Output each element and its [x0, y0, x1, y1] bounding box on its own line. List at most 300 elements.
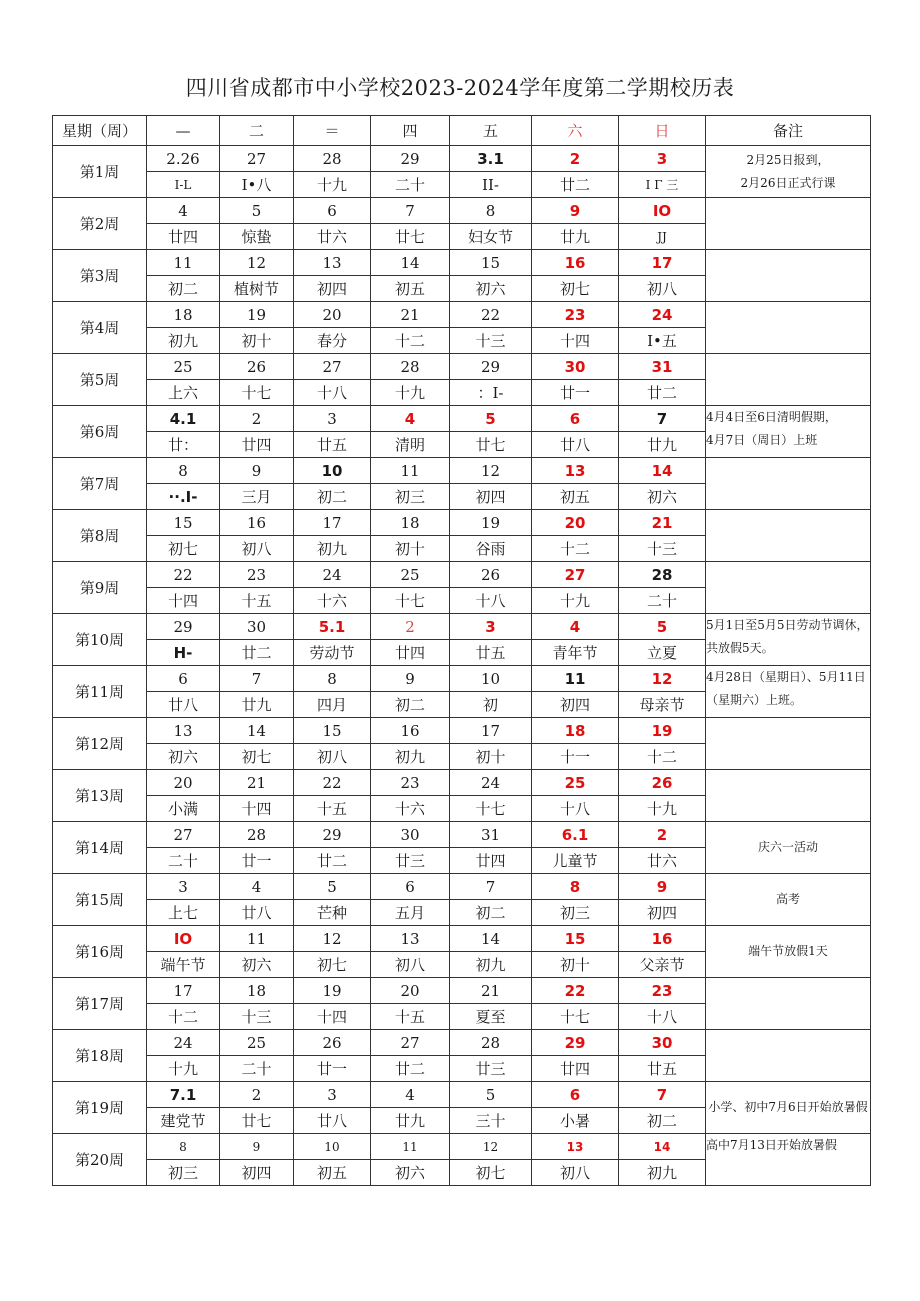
- day-lunar: 廿八: [316, 1112, 347, 1130]
- day-lunar: 初九: [167, 332, 198, 350]
- day-lunar: 廿八: [559, 436, 590, 454]
- week-note-text: [706, 1030, 870, 1081]
- day-cell: [532, 978, 619, 1030]
- day-date: 16: [371, 718, 449, 744]
- day-lunar: 儿童节: [552, 852, 598, 870]
- day-lunar: 初三: [167, 1164, 198, 1182]
- header-thu: 四: [371, 116, 450, 146]
- day-lunar: 惊蛰: [241, 228, 272, 246]
- day-date: 14: [371, 250, 449, 276]
- week-row: [53, 874, 871, 926]
- week-note-text: [706, 718, 870, 769]
- day-lunar: 廿五: [646, 1060, 677, 1078]
- day-date: 18: [147, 302, 219, 328]
- day-cell: [220, 770, 294, 822]
- day-lunar: 二十: [394, 176, 425, 194]
- day-lunar: 廿二: [316, 852, 347, 870]
- day-cell: [450, 1030, 532, 1082]
- day-lunar: 初三: [394, 488, 425, 506]
- day-date: 25: [147, 354, 219, 380]
- day-cell: [220, 1082, 294, 1134]
- day-cell: [220, 198, 294, 250]
- day-date: 9: [220, 458, 293, 484]
- day-lunar: 初二: [646, 1112, 677, 1130]
- day-cell: [294, 822, 371, 874]
- week-row: [53, 354, 871, 406]
- day-cell: [619, 250, 706, 302]
- week-note: [706, 406, 871, 458]
- day-cell: [450, 458, 532, 510]
- day-lunar: 上六: [167, 384, 198, 402]
- day-lunar: 初六: [167, 748, 198, 766]
- week-note-text: [706, 354, 870, 405]
- day-cell: [220, 354, 294, 406]
- day-lunar: 初十: [559, 956, 590, 974]
- day-lunar: 十二: [646, 748, 677, 766]
- day-cell: [619, 978, 706, 1030]
- day-cell: [220, 1134, 294, 1186]
- day-date: 15: [147, 510, 219, 536]
- day-lunar: 廿一: [559, 384, 590, 402]
- day-lunar: 廿九: [646, 436, 677, 454]
- day-date: 23: [619, 978, 705, 1004]
- day-cell: [371, 146, 450, 198]
- day-lunar: 廿五: [475, 644, 506, 662]
- week-note: [706, 510, 871, 562]
- day-date: 11: [371, 1134, 449, 1160]
- day-lunar: 初四: [475, 488, 506, 506]
- day-lunar: 初二: [394, 696, 425, 714]
- day-cell: [371, 354, 450, 406]
- week-row: [53, 822, 871, 874]
- day-cell: [450, 250, 532, 302]
- day-lunar: 春分: [316, 332, 347, 350]
- day-date: 3: [147, 874, 219, 900]
- day-lunar: 初七: [475, 1164, 506, 1182]
- week-row: [53, 926, 871, 978]
- day-date: 9: [532, 198, 618, 224]
- week-note-text: 4月28日（星期日）、5月11日（星期六）上班。: [706, 670, 866, 707]
- day-cell: [532, 822, 619, 874]
- day-cell: [371, 562, 450, 614]
- day-lunar: 廿四: [394, 644, 425, 662]
- day-date: 10: [450, 666, 531, 692]
- day-cell: [450, 614, 532, 666]
- day-lunar: 芒种: [316, 904, 347, 922]
- day-lunar: 十二: [167, 1008, 198, 1026]
- day-lunar: 廿四: [559, 1060, 590, 1078]
- day-lunar: 初七: [167, 540, 198, 558]
- day-lunar: 廿四: [475, 852, 506, 870]
- day-date: 28: [294, 146, 370, 172]
- day-date: 21: [450, 978, 531, 1004]
- week-label: 第10周: [53, 614, 147, 666]
- day-cell: [619, 666, 706, 718]
- day-date: 11: [147, 250, 219, 276]
- day-cell: [147, 770, 220, 822]
- day-lunar: 初九: [316, 540, 347, 558]
- day-date: 20: [532, 510, 618, 536]
- day-cell: [220, 978, 294, 1030]
- day-lunar: 十六: [316, 592, 347, 610]
- day-lunar: JJ: [657, 229, 667, 244]
- day-date: 13: [532, 458, 618, 484]
- day-cell: [294, 718, 371, 770]
- day-lunar: 初五: [316, 1164, 347, 1182]
- day-lunar: 初: [482, 696, 498, 714]
- day-date: 13: [294, 250, 370, 276]
- day-cell: [450, 666, 532, 718]
- day-cell: [294, 1134, 371, 1186]
- day-lunar: 廿三: [475, 1060, 506, 1078]
- day-cell: [371, 770, 450, 822]
- day-date: 2: [619, 822, 705, 848]
- day-date: 22: [294, 770, 370, 796]
- day-cell: [532, 874, 619, 926]
- day-lunar: 初四: [241, 1164, 272, 1182]
- day-cell: [532, 1030, 619, 1082]
- day-lunar: 立夏: [646, 644, 677, 662]
- day-cell: [147, 354, 220, 406]
- day-lunar: 廿四: [241, 436, 272, 454]
- day-lunar: 初八: [316, 748, 347, 766]
- day-cell: [619, 718, 706, 770]
- day-date: 16: [532, 250, 618, 276]
- day-lunar: 植树节: [233, 280, 279, 298]
- day-cell: [619, 770, 706, 822]
- day-lunar: 十五: [316, 800, 347, 818]
- header-mon: —: [147, 116, 220, 146]
- day-lunar: 十八: [646, 1008, 677, 1026]
- week-note: [706, 302, 871, 354]
- day-lunar: 端午节: [160, 956, 206, 974]
- day-lunar: 夏至: [475, 1008, 506, 1026]
- day-cell: [450, 406, 532, 458]
- day-date: 13: [532, 1134, 618, 1160]
- day-lunar: 十九: [646, 800, 677, 818]
- day-cell: [619, 354, 706, 406]
- day-lunar: 十四: [167, 592, 198, 610]
- day-lunar: 十七: [394, 592, 425, 610]
- week-note-text: [706, 562, 870, 613]
- day-cell: [371, 198, 450, 250]
- day-lunar: 十三: [646, 540, 677, 558]
- day-cell: [294, 146, 371, 198]
- day-cell: [294, 666, 371, 718]
- day-date: 22: [450, 302, 531, 328]
- day-lunar: 十九: [316, 176, 347, 194]
- header-row: [53, 116, 871, 146]
- day-cell: [450, 926, 532, 978]
- week-note: [706, 822, 871, 874]
- day-date: 29: [294, 822, 370, 848]
- day-lunar: I-L: [174, 177, 192, 192]
- day-cell: [294, 406, 371, 458]
- week-label: 第17周: [53, 978, 147, 1030]
- day-lunar: 十九: [394, 384, 425, 402]
- day-date: 11: [220, 926, 293, 952]
- week-note: [706, 354, 871, 406]
- day-date: 8: [147, 1134, 219, 1160]
- day-date: 5: [220, 198, 293, 224]
- day-lunar: 初二: [167, 280, 198, 298]
- week-label: 第5周: [53, 354, 147, 406]
- day-cell: [371, 718, 450, 770]
- day-date: 20: [371, 978, 449, 1004]
- day-date: 22: [532, 978, 618, 1004]
- week-row: [53, 718, 871, 770]
- week-row: [53, 562, 871, 614]
- day-lunar: 初三: [559, 904, 590, 922]
- day-lunar: 初六: [646, 488, 677, 506]
- day-date: 31: [450, 822, 531, 848]
- day-cell: [147, 614, 220, 666]
- day-date: 23: [371, 770, 449, 796]
- day-cell: [371, 458, 450, 510]
- day-lunar: 十四: [559, 332, 590, 350]
- week-note-text: [706, 250, 870, 301]
- day-date: 21: [619, 510, 705, 536]
- day-date: 15: [294, 718, 370, 744]
- day-date: 18: [371, 510, 449, 536]
- day-lunar: 廿六: [646, 852, 677, 870]
- day-date: 5: [294, 874, 370, 900]
- day-lunar: 谷雨: [475, 540, 506, 558]
- day-date: 2: [220, 406, 293, 432]
- week-label: 第14周: [53, 822, 147, 874]
- day-cell: [220, 146, 294, 198]
- day-date: 7: [619, 406, 705, 432]
- day-lunar: 三月: [241, 488, 272, 506]
- day-cell: [532, 250, 619, 302]
- day-date: 4: [371, 1082, 449, 1108]
- day-lunar: 十五: [394, 1008, 425, 1026]
- week-row: [53, 666, 871, 718]
- week-label: 第12周: [53, 718, 147, 770]
- day-date: 29: [532, 1030, 618, 1056]
- day-cell: [450, 198, 532, 250]
- day-cell: [147, 250, 220, 302]
- day-lunar: 二十: [241, 1060, 272, 1078]
- day-date: IO: [619, 198, 705, 224]
- day-lunar: 廿五: [316, 436, 347, 454]
- day-date: 14: [220, 718, 293, 744]
- week-note: [706, 458, 871, 510]
- week-row: [53, 510, 871, 562]
- day-cell: [371, 406, 450, 458]
- day-lunar: 五月: [394, 904, 425, 922]
- day-date: 15: [450, 250, 531, 276]
- day-cell: [619, 510, 706, 562]
- day-cell: [294, 770, 371, 822]
- day-cell: [619, 926, 706, 978]
- day-cell: [450, 822, 532, 874]
- day-lunar: 初二: [316, 488, 347, 506]
- day-date: 20: [147, 770, 219, 796]
- day-cell: [619, 1134, 706, 1186]
- week-label: 第20周: [53, 1134, 147, 1186]
- day-lunar: 廿九: [394, 1112, 425, 1130]
- day-lunar: 初五: [559, 488, 590, 506]
- week-note-text: [706, 510, 870, 561]
- day-date: 23: [532, 302, 618, 328]
- day-cell: [532, 666, 619, 718]
- day-date: 25: [371, 562, 449, 588]
- week-note-text: [706, 978, 870, 1029]
- day-lunar: ··.I-: [168, 487, 198, 506]
- day-cell: [294, 354, 371, 406]
- day-lunar: 初二: [475, 904, 506, 922]
- day-lunar: 初十: [475, 748, 506, 766]
- day-date: 7: [619, 1082, 705, 1108]
- day-cell: [371, 302, 450, 354]
- day-date: 30: [532, 354, 618, 380]
- day-date: 9: [220, 1134, 293, 1160]
- day-date: 12: [294, 926, 370, 952]
- day-cell: [619, 458, 706, 510]
- day-cell: [532, 770, 619, 822]
- day-date: 11: [532, 666, 618, 692]
- day-date: 15: [532, 926, 618, 952]
- week-row: [53, 614, 871, 666]
- day-date: 7.1: [147, 1082, 219, 1108]
- day-date: 28: [619, 562, 705, 588]
- day-cell: [619, 198, 706, 250]
- day-cell: [220, 510, 294, 562]
- week-note: [706, 146, 871, 198]
- week-note: [706, 926, 871, 978]
- day-date: 28: [450, 1030, 531, 1056]
- day-cell: [450, 510, 532, 562]
- day-date: 11: [371, 458, 449, 484]
- day-date: 27: [147, 822, 219, 848]
- day-cell: [371, 822, 450, 874]
- day-date: 6: [371, 874, 449, 900]
- day-date: 3: [450, 614, 531, 640]
- day-cell: [371, 1082, 450, 1134]
- week-note-text: [706, 458, 870, 509]
- day-cell: [450, 302, 532, 354]
- day-cell: [220, 302, 294, 354]
- day-lunar: 初十: [394, 540, 425, 558]
- day-cell: [220, 926, 294, 978]
- day-date: 2.26: [147, 146, 219, 172]
- day-cell: [450, 718, 532, 770]
- day-lunar: 廿六: [316, 228, 347, 246]
- day-lunar: 清明: [394, 436, 425, 454]
- day-date: 3: [294, 406, 370, 432]
- day-date: 16: [220, 510, 293, 536]
- day-lunar: 小暑: [559, 1112, 590, 1130]
- day-cell: [532, 302, 619, 354]
- day-lunar: 十八: [475, 592, 506, 610]
- week-note: [706, 978, 871, 1030]
- day-lunar: 初八: [646, 280, 677, 298]
- page-title: 四川省成都市中小学校2023-2024学年度第二学期校历表: [185, 76, 735, 100]
- day-lunar: 青年节: [552, 644, 598, 662]
- day-lunar: 父亲节: [639, 956, 685, 974]
- day-date: 25: [220, 1030, 293, 1056]
- day-date: 30: [371, 822, 449, 848]
- day-date: 12: [220, 250, 293, 276]
- school-calendar-table: [52, 115, 871, 1186]
- day-date: 14: [619, 458, 705, 484]
- day-cell: [619, 562, 706, 614]
- day-date: 8: [294, 666, 370, 692]
- day-cell: [371, 978, 450, 1030]
- week-note-text: 小学、初中7月6日开始放暑假: [708, 1100, 868, 1114]
- day-cell: [220, 562, 294, 614]
- day-cell: [450, 1134, 532, 1186]
- week-row: [53, 146, 871, 198]
- day-date: 24: [450, 770, 531, 796]
- day-cell: [294, 250, 371, 302]
- day-date: 18: [532, 718, 618, 744]
- day-date: 16: [619, 926, 705, 952]
- day-lunar: 廿二: [646, 384, 677, 402]
- day-cell: [450, 562, 532, 614]
- day-cell: [147, 874, 220, 926]
- day-date: 5: [619, 614, 705, 640]
- day-date: 8: [532, 874, 618, 900]
- day-lunar: 初八: [241, 540, 272, 558]
- header-sun: 日: [619, 116, 706, 146]
- day-lunar: 初六: [241, 956, 272, 974]
- day-date: 24: [619, 302, 705, 328]
- day-lunar: 十二: [559, 540, 590, 558]
- header-note: 备注: [706, 116, 871, 146]
- day-date: 19: [450, 510, 531, 536]
- day-lunar: 廿四: [167, 228, 198, 246]
- week-label: 第7周: [53, 458, 147, 510]
- day-cell: [532, 406, 619, 458]
- week-row: [53, 198, 871, 250]
- day-lunar: 十三: [241, 1008, 272, 1026]
- day-cell: [294, 1082, 371, 1134]
- day-cell: [450, 146, 532, 198]
- day-date: 26: [220, 354, 293, 380]
- week-note-text: [706, 198, 870, 249]
- day-cell: [147, 458, 220, 510]
- day-cell: [147, 718, 220, 770]
- day-date: 9: [371, 666, 449, 692]
- day-date: 5.1: [294, 614, 370, 640]
- day-cell: [450, 874, 532, 926]
- day-lunar: 初四: [316, 280, 347, 298]
- day-lunar: 十九: [167, 1060, 198, 1078]
- week-label: 第6周: [53, 406, 147, 458]
- day-cell: [619, 822, 706, 874]
- day-lunar: 三十: [475, 1112, 506, 1130]
- day-cell: [220, 822, 294, 874]
- week-row: [53, 302, 871, 354]
- day-lunar: 十四: [241, 800, 272, 818]
- day-date: 28: [220, 822, 293, 848]
- week-row: [53, 406, 871, 458]
- day-date: 6: [532, 1082, 618, 1108]
- day-lunar: I•五: [647, 332, 677, 350]
- day-date: 29: [450, 354, 531, 380]
- day-cell: [147, 1082, 220, 1134]
- day-lunar: I•八: [241, 176, 272, 194]
- week-note: [706, 666, 871, 718]
- day-lunar: 初四: [646, 904, 677, 922]
- day-date: 21: [220, 770, 293, 796]
- day-lunar: 二十: [167, 852, 198, 870]
- day-cell: [532, 458, 619, 510]
- day-cell: [532, 1134, 619, 1186]
- day-cell: [532, 354, 619, 406]
